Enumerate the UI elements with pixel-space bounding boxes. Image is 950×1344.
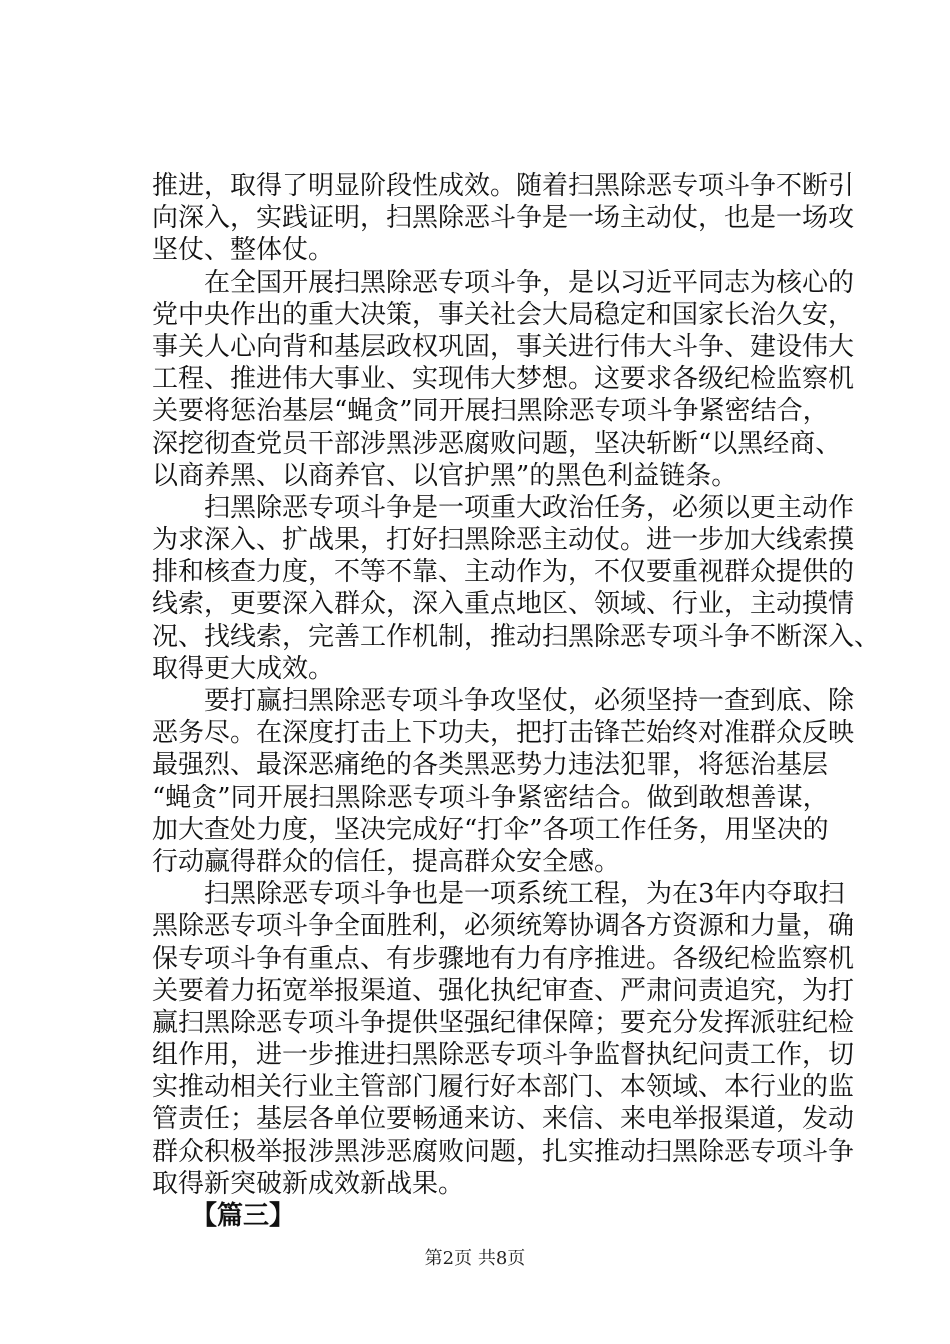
text-line: 以商养黑、以商养官、以官护黑”的黑色利益链条。 [152, 460, 738, 491]
text-line: 深挖彻查党员干部涉黑涉恶腐败问题，坚决斩断“以黑经商、 [152, 428, 842, 459]
text-line: 在全国开展扫黑除恶专项斗争，是以习近平同志为核心的 [152, 267, 855, 298]
text-line: 关要着力拓宽举报渠道、强化执纪审查、严肃问责追究，为打 [152, 975, 855, 1006]
text-line: 关要将惩治基层“蝇贪”同开展扫黑除恶专项斗争紧密结合， [152, 396, 829, 427]
text-line: 扫黑除恶专项斗争是一项重大政治任务，必须以更主动作 [152, 492, 855, 523]
section-heading: 【篇三】 [152, 1201, 296, 1231]
text-line: 工程、推进伟大事业、实现伟大梦想。这要求各级纪检监察机 [152, 364, 855, 395]
text-line: 组作用，进一步推进扫黑除恶专项斗争监督执纪问责工作，切 [152, 1040, 855, 1071]
text-line: 赢扫黑除恶专项斗争提供坚强纪律保障；要充分发挥派驻纪检 [152, 1007, 855, 1038]
page-footer [0, 1244, 950, 1270]
text-line: 排和核查力度，不等不靠、主动作为，不仅要重视群众提供的 [152, 557, 855, 588]
text-line: 要打赢扫黑除恶专项斗争攻坚仗，必须坚持一查到底、除 [152, 686, 855, 716]
text-line: 线索，更要深入群众，深入重点地区、领域、行业，主动摸情 [152, 589, 855, 620]
text-line: 恶务尽。在深度打击上下功夫，把打击锋芒始终对准群众反映 [152, 718, 855, 749]
text-line: 加大查处力度，坚决完成好“打伞”各项工作任务，用坚决的 [152, 814, 829, 845]
text-line: 坚仗、整体仗。 [152, 235, 335, 266]
text-line: 向深入，实践证明，扫黑除恶斗争是一场主动仗，也是一场攻 [152, 203, 855, 234]
text-line: 群众积极举报涉黑涉恶腐败问题，扎实推动扫黑除恶专项斗争 [152, 1136, 855, 1167]
text-line: 况、找线索，完善工作机制，推动扫黑除恶专项斗争不断深入、 [152, 621, 881, 652]
text-line: 事关人心向背和基层政权巩固，事关进行伟大斗争、建设伟大 [152, 331, 855, 362]
text-line: 黑除恶专项斗争全面胜利，必须统筹协调各方资源和力量，确 [152, 911, 855, 942]
text-line: 党中央作出的重大决策，事关社会大局稳定和国家长治久安， [152, 299, 855, 330]
document-body [152, 170, 881, 1232]
text-line: 管责任；基层各单位要畅通来访、来信、来电举报渠道，发动 [152, 1104, 855, 1135]
text-line: “蝇贪”同开展扫黑除恶专项斗争紧密结合。做到敢想善谋， [152, 782, 829, 813]
text-line: 取得新突破新成效新战果。 [152, 1168, 465, 1199]
text-line: 保专项斗争有重点、有步骤地有力有序推进。各级纪检监察机 [152, 943, 855, 974]
text-line: 为求深入、扩战果，打好扫黑除恶主动仗。进一步加大线索摸 [152, 525, 855, 556]
text-line: 扫黑除恶专项斗争也是一项系统工程，为在3年内夺取扫 [152, 879, 845, 910]
page-number-label: 第2页 共8页 [424, 1248, 526, 1269]
text-line: 最强烈、最深恶痛绝的各类黑恶势力违法犯罪，将惩治基层 [152, 750, 829, 781]
text-line: 行动赢得群众的信任，提高群众安全感。 [152, 846, 621, 877]
text-line: 推进，取得了明显阶段性成效。随着扫黑除恶专项斗争不断引 [152, 171, 855, 201]
text-line: 实推动相关行业主管部门履行好本部门、本领域、本行业的监 [152, 1072, 855, 1103]
text-line: 取得更大成效。 [152, 653, 335, 684]
